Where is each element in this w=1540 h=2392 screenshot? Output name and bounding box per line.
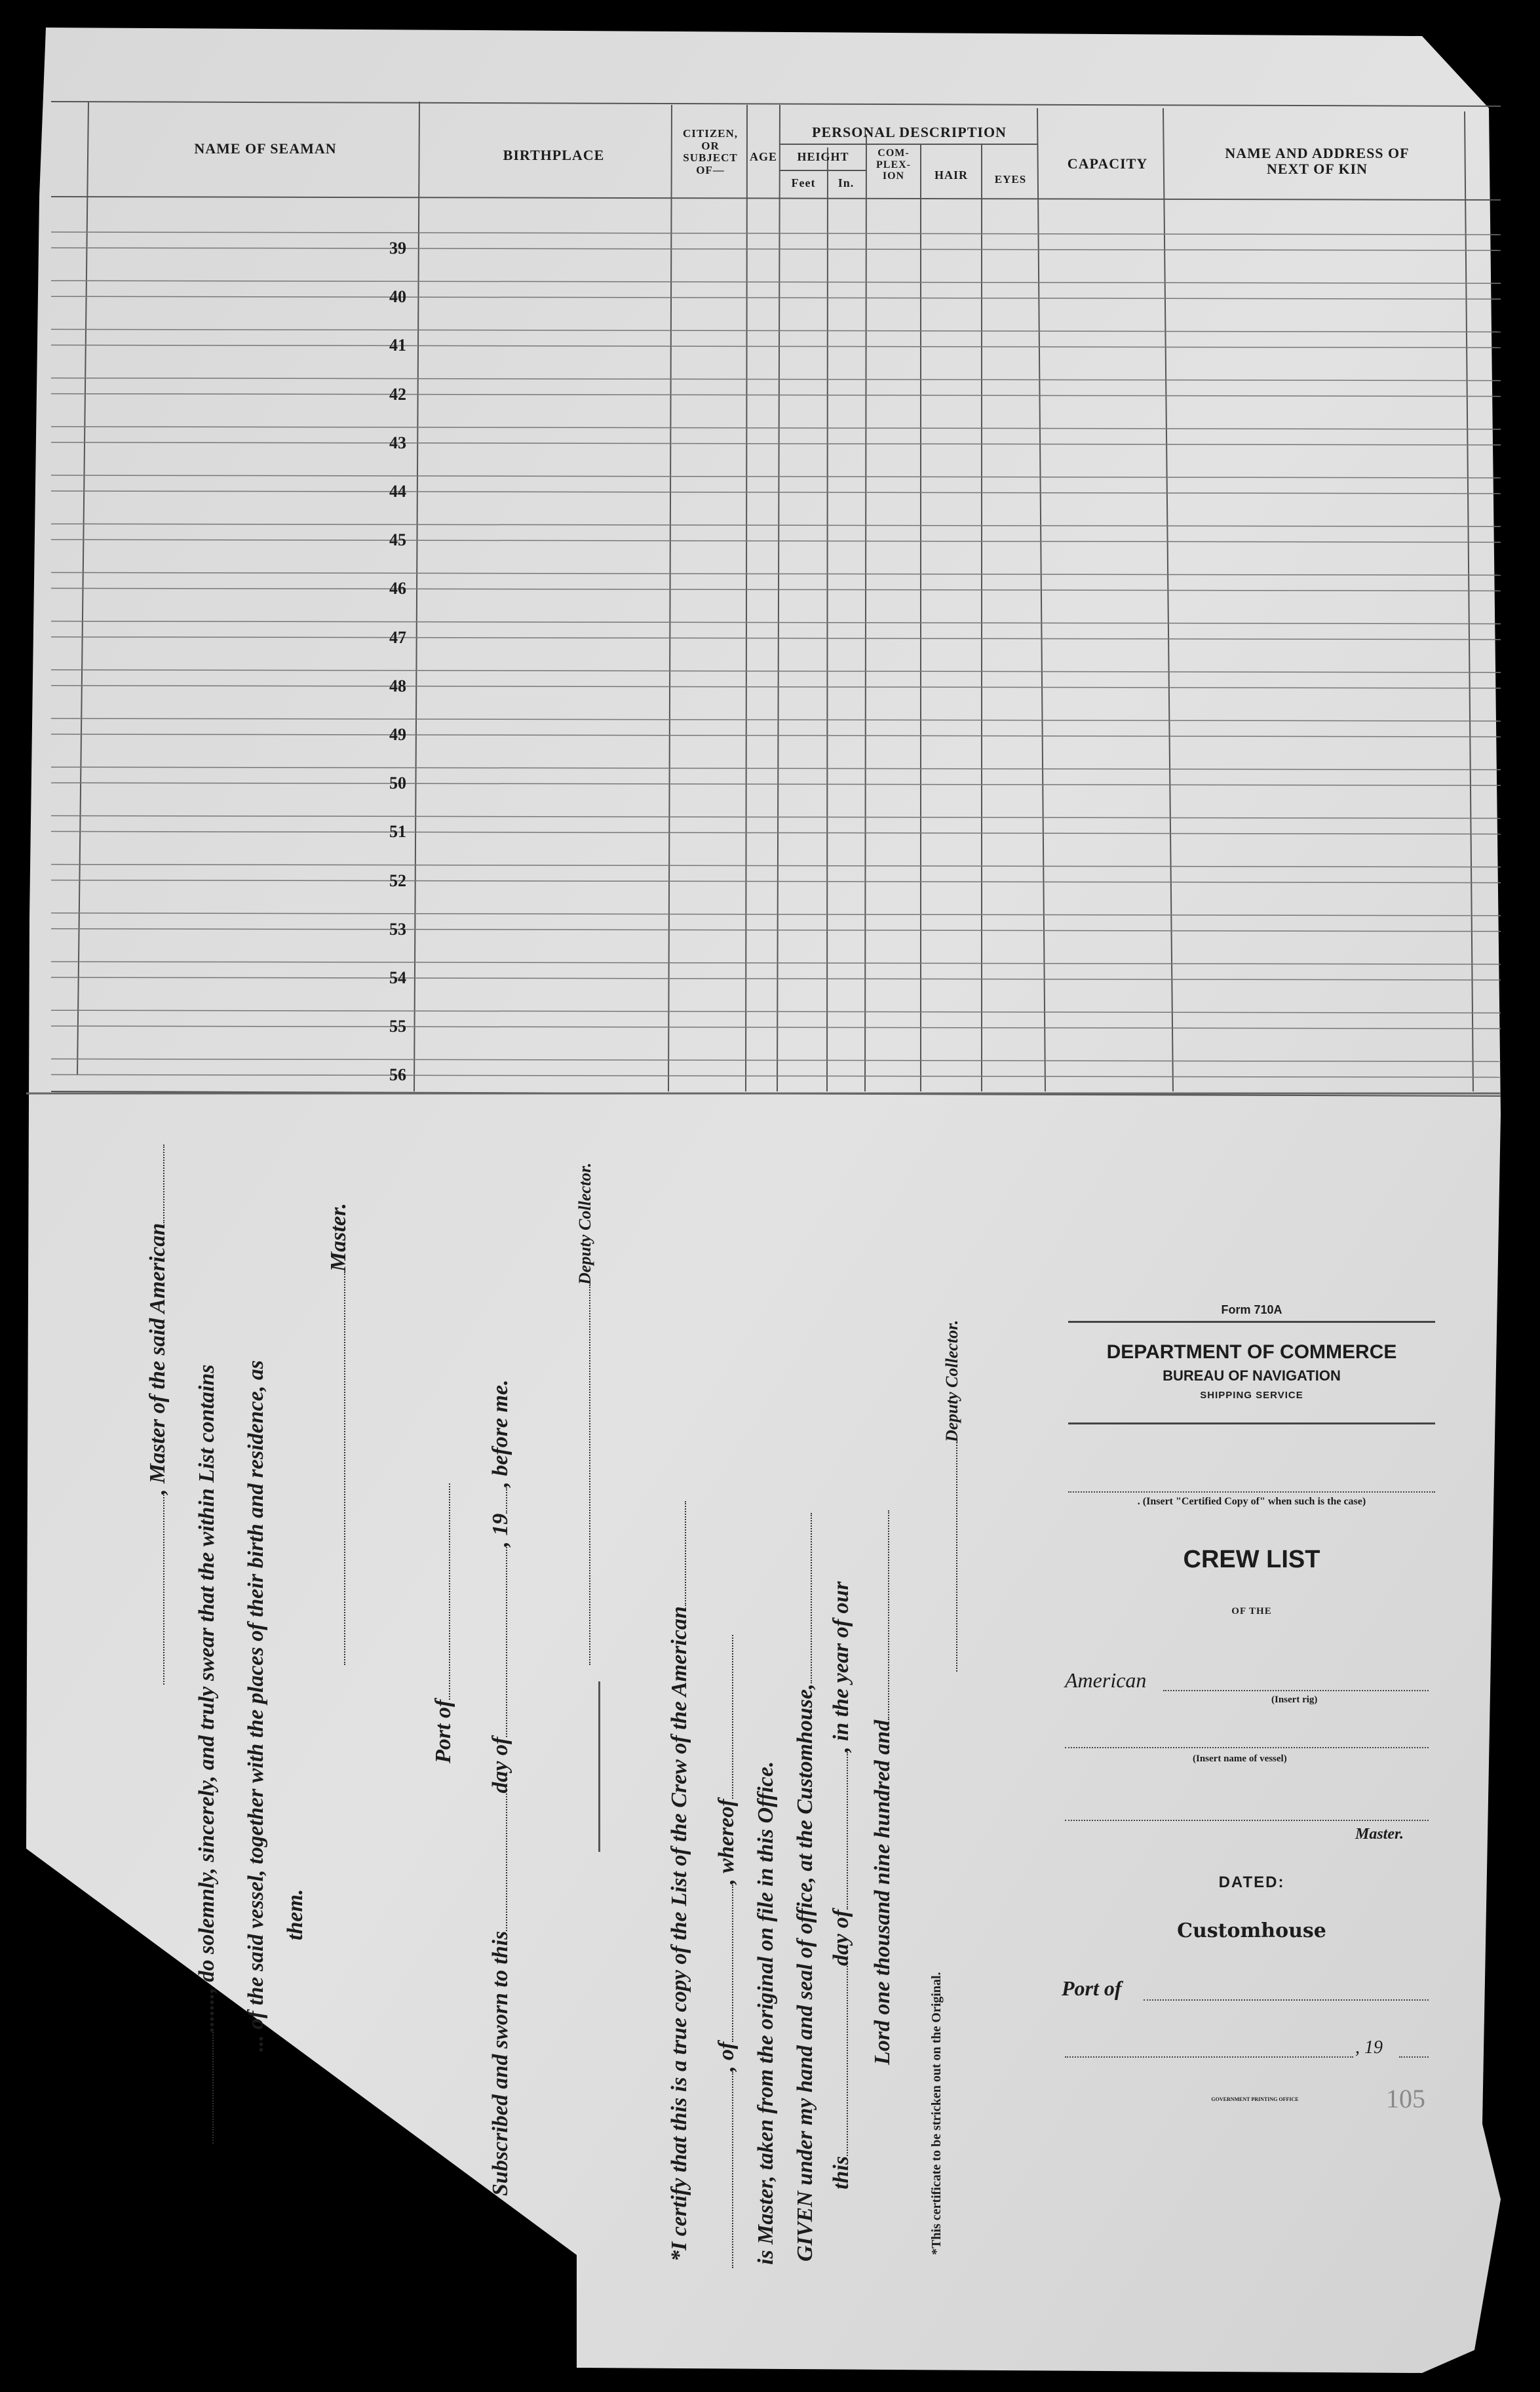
customhouse-label: Customhouse — [1177, 1919, 1326, 1942]
table-row-number: 55 — [389, 1017, 406, 1036]
certificate-this-day: thisday of, in the year of our — [829, 1581, 853, 2189]
vessel-name-line — [1065, 1747, 1429, 1748]
col-header-hair: HAIR — [934, 168, 968, 182]
certificate-given: GIVEN under my hand and seal of office, at the Customhouse, — [793, 1513, 818, 2262]
table-row-number: 49 — [389, 725, 406, 744]
form-number: Form 710A — [1221, 1303, 1282, 1316]
certificate-line-2: is Master, taken from the original on file in this Office. — [754, 1761, 778, 2265]
col-header-feet: Feet — [791, 176, 816, 189]
col-header-age: AGE — [749, 150, 777, 163]
certified-copy-line — [1068, 1491, 1435, 1493]
certificate-of-whereof: , of, whereof — [714, 1635, 739, 2268]
crew-list-title: CREW LIST — [1183, 1546, 1320, 1573]
table-row-number: 50 — [389, 774, 406, 793]
col-header-citizen: CITIZEN, OR SUBJECT OF— — [682, 127, 739, 177]
table-row-number: 40 — [389, 287, 406, 307]
table-row-number: 44 — [389, 482, 406, 501]
page-stamp-number: 105 — [1386, 2084, 1425, 2113]
department-title: DEPARTMENT OF COMMERCE — [1106, 1341, 1397, 1363]
table-row-number: 53 — [389, 919, 406, 939]
of-the-label: OF THE — [1231, 1606, 1272, 1617]
cover-master-label: Master. — [1355, 1826, 1404, 1843]
certificate-lord-line: Lord one thousand nine hundred and — [870, 1510, 895, 2065]
cover-year-label: , 19 — [1355, 2037, 1383, 2058]
table-row-number: 41 — [389, 336, 406, 355]
oath-deputy-collector-line: Deputy Collector. — [571, 1163, 596, 1665]
oath-line-4: them. — [283, 1889, 307, 1940]
col-header-complexion: COM- PLEX- ION — [876, 147, 911, 182]
service-title: SHIPPING SERVICE — [1200, 1390, 1303, 1401]
certificate-footnote: *This certificate to be stricken out on the Original. — [929, 1972, 944, 2255]
col-header-inches: In. — [837, 176, 855, 189]
cover-master-line — [1065, 1820, 1429, 1821]
insert-certified-note: . (Insert "Certified Copy of" when such is the case) — [1137, 1496, 1366, 1507]
table-row-number: 42 — [389, 384, 406, 404]
cover-year-line — [1399, 2056, 1429, 2058]
insert-vessel-note: (Insert name of vessel) — [1193, 1754, 1287, 1764]
col-header-capacity: CAPACITY — [1067, 155, 1148, 172]
table-row-number: 46 — [389, 579, 406, 598]
col-header-height: HEIGHT — [797, 150, 849, 163]
cover-date-line — [1065, 2056, 1353, 2058]
table-row-number: 52 — [389, 871, 406, 890]
certificate-deputy-collector-line: Deputy Collector. — [938, 1320, 963, 1672]
col-header-personal-description: PERSONAL DESCRIPTION — [812, 124, 1007, 140]
table-row-number: 54 — [389, 968, 406, 987]
oath-subscribed-line: Subscribed and sworn to thisday of, 19, before me. — [488, 1379, 512, 2196]
dated-label: DATED: — [1218, 1873, 1285, 1891]
table-row-number: 39 — [389, 239, 406, 258]
table-row-number: 45 — [389, 530, 406, 550]
col-header-eyes: EYES — [994, 173, 1027, 186]
table-row-number: 48 — [389, 676, 406, 696]
table-row-number: 47 — [389, 627, 406, 647]
oath-line-1: , Master of the said American — [145, 1145, 170, 1685]
insert-rig-note: (Insert rig) — [1271, 1695, 1318, 1705]
col-header-birthplace: BIRTHPLACE — [503, 147, 605, 163]
printing-office-imprint: GOVERNMENT PRINTING OFFICE — [1211, 2096, 1299, 2102]
cover-rule-top — [1068, 1321, 1435, 1323]
cover-rule-middle — [1068, 1422, 1435, 1424]
oath-line-3: ... of the said vessel, together with the places of their birth and residence, as — [244, 1360, 268, 2052]
oath-line-2: ......., do solemnly, sincerely, and truly swear that the within List contains — [195, 1364, 220, 2144]
table-row-number: 51 — [389, 822, 406, 842]
american-label: American — [1065, 1668, 1147, 1692]
oath-port-of: Port of — [431, 1483, 456, 1763]
cover-port-line — [1144, 1999, 1429, 2001]
table-row-number: 56 — [389, 1065, 406, 1085]
bureau-title: BUREAU OF NAVIGATION — [1163, 1367, 1341, 1384]
oath-master-signature-line: Master. — [326, 1203, 351, 1665]
cover-port-of-label: Port of — [1062, 1976, 1122, 2000]
col-header-next-of-kin: NAME AND ADDRESS OF NEXT OF KIN — [1225, 145, 1410, 178]
table-row-number: 43 — [389, 433, 406, 452]
col-header-name: NAME OF SEAMAN — [194, 140, 337, 157]
rig-line — [1163, 1690, 1429, 1691]
certificate-line-1: *I certify that this is a true copy of the List of the Crew of the American — [667, 1501, 692, 2262]
oath-divider-line — [598, 1681, 600, 1852]
